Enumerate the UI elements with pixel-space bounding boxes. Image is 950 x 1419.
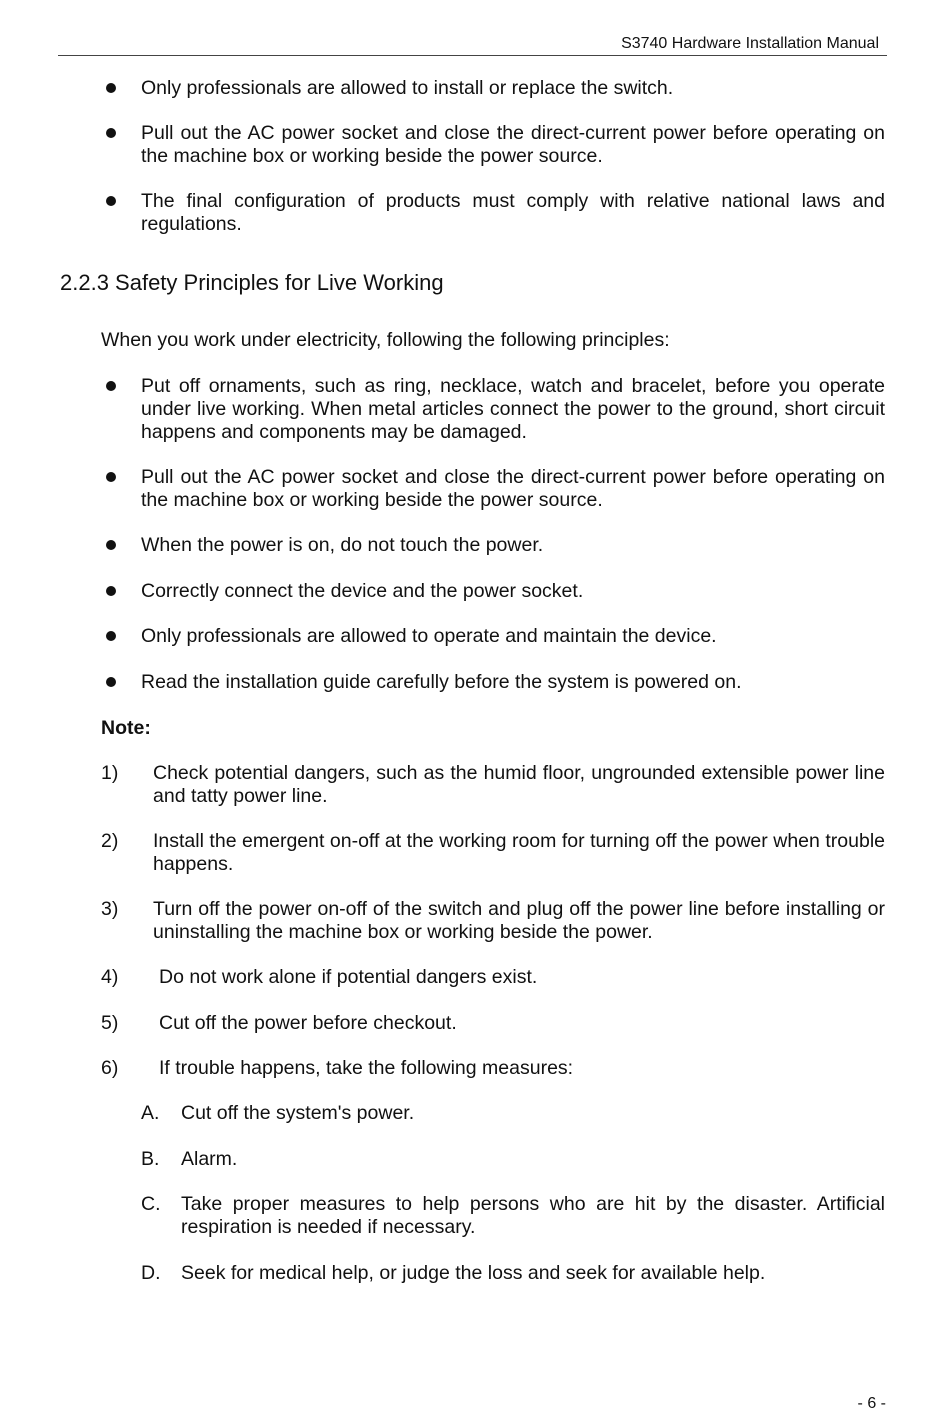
note-item-number: 4) [101, 966, 119, 988]
intro-bullet-2: Pull out the AC power socket and close the direct-current power before operating on the machine box or working beside the power source. [141, 122, 885, 167]
measure-letter: A. [141, 1102, 160, 1124]
bullet-icon [106, 196, 116, 206]
bullet-icon [106, 83, 116, 93]
bullet-icon [106, 381, 116, 391]
bullet-icon [106, 472, 116, 482]
section-bullet-4: Correctly connect the device and the power socket. [141, 580, 584, 602]
note-item-number: 3) [101, 898, 119, 920]
measure-b: Alarm. [181, 1148, 238, 1170]
page-number: - 6 - [857, 1395, 886, 1412]
section-intro: When you work under electricity, following the following principles: [101, 329, 670, 351]
note-item-5: Cut off the power before checkout. [159, 1012, 457, 1034]
note-label: Note: [101, 717, 151, 739]
measure-c: Take proper measures to help persons who are hit by the disaster. Artificial respiration is needed if necessary. [181, 1193, 885, 1238]
header-title: S3740 Hardware Installation Manual [621, 35, 879, 52]
intro-bullet-3: The final configuration of products must comply with relative national laws and regulations. [141, 190, 885, 235]
section-bullet-2: Pull out the AC power socket and close the direct-current power before operating on the machine box or working beside the power source. [141, 466, 885, 511]
bullet-icon [106, 128, 116, 138]
section-bullet-3: When the power is on, do not touch the power. [141, 534, 544, 556]
note-item-2: Install the emergent on-off at the working room for turning off the power when trouble happens. [153, 830, 885, 875]
bullet-icon [106, 540, 116, 550]
measure-d: Seek for medical help, or judge the loss and seek for available help. [181, 1262, 766, 1284]
note-item-number: 2) [101, 830, 119, 852]
note-item-number: 5) [101, 1012, 119, 1034]
intro-bullet-1: Only professionals are allowed to install or replace the switch. [141, 77, 674, 99]
section-bullet-6: Read the installation guide carefully before the system is powered on. [141, 671, 742, 693]
note-item-1: Check potential dangers, such as the humid floor, ungrounded extensible power line and tatty power line. [153, 762, 885, 807]
bullet-icon [106, 586, 116, 596]
page-header [58, 34, 887, 56]
measure-a: Cut off the system's power. [181, 1102, 415, 1124]
note-item-6: If trouble happens, take the following measures: [159, 1057, 574, 1079]
measure-letter: D. [141, 1262, 161, 1284]
note-item-4: Do not work alone if potential dangers exist. [159, 966, 538, 988]
note-item-number: 1) [101, 762, 119, 784]
bullet-icon [106, 631, 116, 641]
bullet-icon [106, 677, 116, 687]
section-heading: 2.2.3 Safety Principles for Live Working [60, 270, 444, 295]
section-bullet-1: Put off ornaments, such as ring, necklace, watch and bracelet, before you operate under live working. When metal articles connect the power to the ground, short circuit happens and components may be damaged. [141, 375, 885, 443]
measure-letter: B. [141, 1148, 160, 1170]
note-item-number: 6) [101, 1057, 119, 1079]
measure-letter: C. [141, 1193, 161, 1215]
section-bullet-5: Only professionals are allowed to operate and maintain the device. [141, 625, 717, 647]
note-item-3: Turn off the power on-off of the switch and plug off the power line before installing or uninstalling the machine box or working beside the power. [153, 898, 885, 943]
